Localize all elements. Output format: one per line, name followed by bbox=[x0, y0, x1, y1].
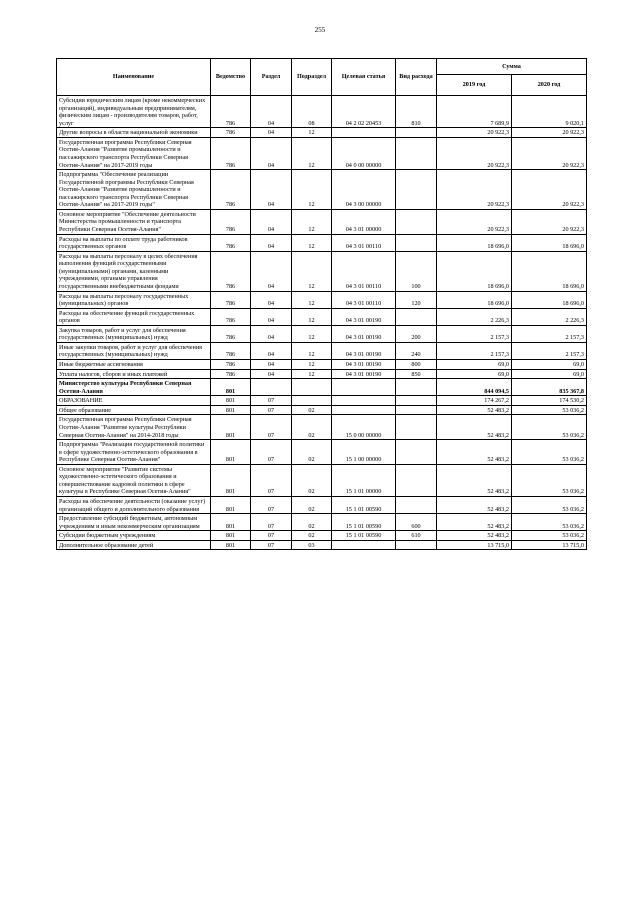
table-row bbox=[57, 415, 587, 440]
cell-podrazdel: 12 bbox=[292, 128, 332, 138]
cell-2019: 18 696,0 bbox=[437, 291, 512, 308]
budget-table bbox=[56, 58, 587, 550]
cell-name: Подпрограмма "Реализация государственной политики в сфере художественно-эстетического образования в Республике Северная Осетия-Алания" bbox=[57, 440, 211, 465]
cell-podrazdel: 02 bbox=[292, 514, 332, 531]
cell-name: Министерство культуры Республики Северная Осетия-Алания bbox=[57, 379, 211, 396]
cell-name: Дополнительное образование детей bbox=[57, 540, 211, 550]
table-row bbox=[57, 170, 587, 210]
cell-2020: 2 157,3 bbox=[512, 325, 587, 342]
table-row bbox=[57, 379, 587, 396]
header-razdel: Раздел bbox=[251, 59, 292, 96]
cell-podrazdel: 02 bbox=[292, 464, 332, 496]
cell-2020: 18 696,0 bbox=[512, 234, 587, 251]
page-number: 255 bbox=[314, 26, 326, 34]
cell-2020: 2 157,3 bbox=[512, 342, 587, 359]
cell-razdel bbox=[251, 379, 292, 396]
cell-name: Предоставление субсидий бюджетным, автономным учреждениям и иным некоммерческим организациям bbox=[57, 514, 211, 531]
cell-razdel: 07 bbox=[251, 540, 292, 550]
cell-2019: 52 483,2 bbox=[437, 514, 512, 531]
cell-name: Расходы на обеспечение деятельности (оказание услуг) организаций общего и дополнительного образования bbox=[57, 497, 211, 514]
cell-vid: 610 bbox=[396, 531, 437, 541]
cell-cel bbox=[332, 540, 396, 550]
cell-podrazdel: 02 bbox=[292, 531, 332, 541]
cell-2019: 18 696,0 bbox=[437, 234, 512, 251]
cell-2019: 69,0 bbox=[437, 369, 512, 379]
cell-ved: 786 bbox=[211, 369, 251, 379]
cell-2020: 69,0 bbox=[512, 369, 587, 379]
table-row bbox=[57, 464, 587, 496]
table-header bbox=[57, 59, 587, 96]
cell-cel: 15 1 01 00590 bbox=[332, 497, 396, 514]
table-row bbox=[57, 531, 587, 541]
cell-podrazdel: 02 bbox=[292, 415, 332, 440]
cell-razdel: 04 bbox=[251, 209, 292, 234]
table-row bbox=[57, 128, 587, 138]
cell-2020: 53 036,2 bbox=[512, 514, 587, 531]
cell-vid: 120 bbox=[396, 291, 437, 308]
cell-ved: 801 bbox=[211, 497, 251, 514]
cell-cel: 04 3 01 00190 bbox=[332, 308, 396, 325]
cell-cel: 04 3 01 00190 bbox=[332, 360, 396, 370]
table-row bbox=[57, 234, 587, 251]
cell-razdel: 04 bbox=[251, 308, 292, 325]
cell-2019: 52 483,2 bbox=[437, 405, 512, 415]
cell-ved: 786 bbox=[211, 342, 251, 359]
header-2020: 2020 год bbox=[512, 75, 587, 96]
cell-name: Расходы на выплаты персоналу государственных (муниципальных) органов bbox=[57, 291, 211, 308]
cell-podrazdel: 03 bbox=[292, 540, 332, 550]
cell-2019: 18 696,0 bbox=[437, 251, 512, 291]
cell-vid: 200 bbox=[396, 325, 437, 342]
cell-cel: 04 3 00 00000 bbox=[332, 170, 396, 210]
cell-name: Основное мероприятие "Обеспечение деятельности Министерства промышленности и транспорта Республики Северная Осетия-Алания" bbox=[57, 209, 211, 234]
cell-ved: 786 bbox=[211, 360, 251, 370]
cell-razdel: 04 bbox=[251, 342, 292, 359]
cell-ved: 786 bbox=[211, 170, 251, 210]
header-vid: Вид расхода bbox=[396, 59, 437, 96]
cell-2020: 53 036,2 bbox=[512, 405, 587, 415]
cell-2020: 2 226,3 bbox=[512, 308, 587, 325]
cell-vid bbox=[396, 234, 437, 251]
cell-ved: 786 bbox=[211, 251, 251, 291]
cell-cel: 15 0 00 00000 bbox=[332, 415, 396, 440]
cell-ved: 801 bbox=[211, 531, 251, 541]
cell-podrazdel bbox=[292, 396, 332, 406]
cell-podrazdel: 12 bbox=[292, 369, 332, 379]
cell-name: Государственная программа Республики Северная Осетия-Алания "Развитие промышленности и пассажирского транспорта Республики Северная Осетия-Алания" на 2017-2019 годы bbox=[57, 137, 211, 169]
cell-vid bbox=[396, 128, 437, 138]
cell-vid: 810 bbox=[396, 96, 437, 128]
cell-2019: 52 483,2 bbox=[437, 497, 512, 514]
cell-name: Закупка товаров, работ и услуг для обеспечения государственных (муниципальных) нужд bbox=[57, 325, 211, 342]
cell-ved: 786 bbox=[211, 209, 251, 234]
cell-vid bbox=[396, 209, 437, 234]
table-row bbox=[57, 96, 587, 128]
cell-2019: 174 267,2 bbox=[437, 396, 512, 406]
cell-ved: 801 bbox=[211, 415, 251, 440]
cell-2019: 2 157,3 bbox=[437, 342, 512, 359]
header-ved: Ведомство bbox=[211, 59, 251, 96]
cell-2020: 174 530,2 bbox=[512, 396, 587, 406]
table-row bbox=[57, 209, 587, 234]
cell-2020: 53 036,2 bbox=[512, 497, 587, 514]
cell-vid: 850 bbox=[396, 369, 437, 379]
table-row bbox=[57, 540, 587, 550]
cell-cel: 04 3 01 00110 bbox=[332, 234, 396, 251]
cell-cel: 04 3 01 00190 bbox=[332, 369, 396, 379]
table-row bbox=[57, 325, 587, 342]
table-row bbox=[57, 342, 587, 359]
cell-vid bbox=[396, 540, 437, 550]
cell-ved: 801 bbox=[211, 514, 251, 531]
cell-cel bbox=[332, 379, 396, 396]
cell-name: Расходы на обеспечение функций государственных органов bbox=[57, 308, 211, 325]
cell-vid bbox=[396, 464, 437, 496]
cell-name: Расходы на выплаты персоналу в целях обеспечения выполнения функций государственными (муниципальными) органами, казенными учреждениями, органами управления государственными внебюджетными фондами bbox=[57, 251, 211, 291]
cell-cel bbox=[332, 396, 396, 406]
cell-razdel: 04 bbox=[251, 96, 292, 128]
cell-2019: 20 922,3 bbox=[437, 137, 512, 169]
cell-2020: 53 036,2 bbox=[512, 440, 587, 465]
cell-2020: 53 036,2 bbox=[512, 464, 587, 496]
cell-cel: 15 1 01 00590 bbox=[332, 514, 396, 531]
cell-vid: 100 bbox=[396, 251, 437, 291]
cell-ved: 786 bbox=[211, 291, 251, 308]
cell-podrazdel: 12 bbox=[292, 308, 332, 325]
cell-ved: 801 bbox=[211, 379, 251, 396]
cell-cel: 04 3 01 00000 bbox=[332, 209, 396, 234]
cell-razdel: 07 bbox=[251, 464, 292, 496]
cell-2020: 53 036,2 bbox=[512, 531, 587, 541]
cell-razdel: 07 bbox=[251, 531, 292, 541]
cell-2019: 20 922,3 bbox=[437, 128, 512, 138]
cell-2019: 2 226,3 bbox=[437, 308, 512, 325]
table-row bbox=[57, 251, 587, 291]
table-row bbox=[57, 137, 587, 169]
cell-ved: 801 bbox=[211, 396, 251, 406]
cell-name: Иные бюджетные ассигнования bbox=[57, 360, 211, 370]
cell-name: Иные закупки товаров, работ и услуг для обеспечения государственных (муниципальных) нужд bbox=[57, 342, 211, 359]
cell-name: Государственная программа Республики Северная Осетия-Алания "Развитие культуры Республики Северная Осетия-Алания" на 2014-2018 годы bbox=[57, 415, 211, 440]
cell-podrazdel: 12 bbox=[292, 137, 332, 169]
cell-name: Субсидии бюджетным учреждениям bbox=[57, 531, 211, 541]
cell-vid bbox=[396, 379, 437, 396]
cell-2019: 52 483,2 bbox=[437, 464, 512, 496]
cell-name: ОБРАЗОВАНИЕ bbox=[57, 396, 211, 406]
cell-vid: 600 bbox=[396, 514, 437, 531]
cell-2020: 13 715,0 bbox=[512, 540, 587, 550]
cell-podrazdel bbox=[292, 379, 332, 396]
cell-2020: 20 922,3 bbox=[512, 170, 587, 210]
cell-2019: 52 483,2 bbox=[437, 531, 512, 541]
cell-2019: 69,0 bbox=[437, 360, 512, 370]
cell-razdel: 04 bbox=[251, 360, 292, 370]
cell-podrazdel: 02 bbox=[292, 497, 332, 514]
cell-2019: 2 157,3 bbox=[437, 325, 512, 342]
cell-ved: 801 bbox=[211, 405, 251, 415]
cell-razdel: 07 bbox=[251, 497, 292, 514]
cell-2019: 52 483,2 bbox=[437, 415, 512, 440]
cell-2020: 69,0 bbox=[512, 360, 587, 370]
table-row bbox=[57, 514, 587, 531]
header-summa: Сумма bbox=[437, 59, 587, 75]
cell-2019: 13 715,0 bbox=[437, 540, 512, 550]
cell-vid: 800 bbox=[396, 360, 437, 370]
cell-2020: 18 696,0 bbox=[512, 291, 587, 308]
table-row bbox=[57, 405, 587, 415]
cell-cel: 04 3 01 00110 bbox=[332, 251, 396, 291]
cell-razdel: 07 bbox=[251, 440, 292, 465]
cell-name: Подпрограмма "Обеспечение реализации Государственной программы Республики Северная Осетия-Алания "Развитие промышленности и пассажирского транспорта Республики Северная Осетия-Алания" на 2017-2019 годы" bbox=[57, 170, 211, 210]
cell-2020: 20 922,3 bbox=[512, 209, 587, 234]
cell-name: Другие вопросы в области национальной экономики bbox=[57, 128, 211, 138]
cell-vid bbox=[396, 137, 437, 169]
header-cel: Целевая статья bbox=[332, 59, 396, 96]
cell-podrazdel: 12 bbox=[292, 291, 332, 308]
cell-ved: 786 bbox=[211, 96, 251, 128]
cell-cel: 04 3 01 00190 bbox=[332, 325, 396, 342]
cell-cel: 15 1 00 00000 bbox=[332, 440, 396, 465]
cell-vid bbox=[396, 396, 437, 406]
table-body bbox=[57, 96, 587, 550]
cell-2020: 18 696,0 bbox=[512, 251, 587, 291]
cell-cel bbox=[332, 128, 396, 138]
cell-podrazdel: 08 bbox=[292, 96, 332, 128]
cell-podrazdel: 12 bbox=[292, 342, 332, 359]
table-row bbox=[57, 396, 587, 406]
cell-ved: 801 bbox=[211, 540, 251, 550]
cell-razdel: 07 bbox=[251, 415, 292, 440]
cell-cel bbox=[332, 405, 396, 415]
cell-podrazdel: 12 bbox=[292, 360, 332, 370]
table-row bbox=[57, 291, 587, 308]
cell-2019: 844 094,5 bbox=[437, 379, 512, 396]
cell-vid bbox=[396, 405, 437, 415]
cell-podrazdel: 12 bbox=[292, 234, 332, 251]
cell-2019: 20 922,3 bbox=[437, 209, 512, 234]
cell-podrazdel: 12 bbox=[292, 209, 332, 234]
cell-2020: 20 922,3 bbox=[512, 128, 587, 138]
cell-ved: 786 bbox=[211, 128, 251, 138]
cell-2019: 20 922,3 bbox=[437, 170, 512, 210]
cell-razdel: 04 bbox=[251, 369, 292, 379]
table-row bbox=[57, 440, 587, 465]
cell-2020: 53 036,2 bbox=[512, 415, 587, 440]
cell-vid bbox=[396, 497, 437, 514]
cell-cel: 15 1 01 00590 bbox=[332, 531, 396, 541]
table-row bbox=[57, 369, 587, 379]
cell-vid: 240 bbox=[396, 342, 437, 359]
cell-cel: 15 1 01 00000 bbox=[332, 464, 396, 496]
cell-razdel: 04 bbox=[251, 170, 292, 210]
cell-razdel: 07 bbox=[251, 396, 292, 406]
cell-2020: 835 367,8 bbox=[512, 379, 587, 396]
cell-cel: 04 2 02 20453 bbox=[332, 96, 396, 128]
cell-razdel: 04 bbox=[251, 137, 292, 169]
cell-podrazdel: 02 bbox=[292, 405, 332, 415]
cell-vid bbox=[396, 308, 437, 325]
cell-name: Субсидии юридическим лицам (кроме некоммерческих организаций), индивидуальным предпринимателям, физическим лицам - производителям товаров, работ, услуг bbox=[57, 96, 211, 128]
cell-ved: 801 bbox=[211, 464, 251, 496]
cell-name: Основное мероприятие "Развитие системы художественно-эстетического образования и совершенствование кадровой политики в сфере культуры в Республике Северная Осетия-Алания" bbox=[57, 464, 211, 496]
cell-ved: 801 bbox=[211, 440, 251, 465]
cell-cel: 04 3 01 00190 bbox=[332, 342, 396, 359]
cell-razdel: 04 bbox=[251, 325, 292, 342]
cell-ved: 786 bbox=[211, 137, 251, 169]
cell-name: Общее образование bbox=[57, 405, 211, 415]
cell-podrazdel: 12 bbox=[292, 325, 332, 342]
cell-razdel: 04 bbox=[251, 128, 292, 138]
header-podrazdel: Подраздел bbox=[292, 59, 332, 96]
cell-razdel: 04 bbox=[251, 251, 292, 291]
cell-2020: 20 922,3 bbox=[512, 137, 587, 169]
cell-podrazdel: 02 bbox=[292, 440, 332, 465]
cell-cel: 04 0 00 00000 bbox=[332, 137, 396, 169]
table-row bbox=[57, 308, 587, 325]
table-row bbox=[57, 497, 587, 514]
cell-podrazdel: 12 bbox=[292, 170, 332, 210]
cell-vid bbox=[396, 440, 437, 465]
table-row bbox=[57, 360, 587, 370]
cell-2020: 9 020,1 bbox=[512, 96, 587, 128]
cell-2019: 52 483,2 bbox=[437, 440, 512, 465]
cell-vid bbox=[396, 415, 437, 440]
cell-2019: 7 689,9 bbox=[437, 96, 512, 128]
cell-razdel: 07 bbox=[251, 405, 292, 415]
cell-vid bbox=[396, 170, 437, 210]
cell-ved: 786 bbox=[211, 325, 251, 342]
cell-name: Расходы на выплаты по оплате труда работников государственных органов bbox=[57, 234, 211, 251]
cell-cel: 04 3 01 00110 bbox=[332, 291, 396, 308]
cell-razdel: 04 bbox=[251, 291, 292, 308]
cell-razdel: 07 bbox=[251, 514, 292, 531]
cell-name: Уплата налогов, сборов и иных платежей bbox=[57, 369, 211, 379]
cell-ved: 786 bbox=[211, 308, 251, 325]
cell-razdel: 04 bbox=[251, 234, 292, 251]
header-name: Наименование bbox=[57, 59, 211, 96]
cell-ved: 786 bbox=[211, 234, 251, 251]
header-2019: 2019 год bbox=[437, 75, 512, 96]
cell-podrazdel: 12 bbox=[292, 251, 332, 291]
